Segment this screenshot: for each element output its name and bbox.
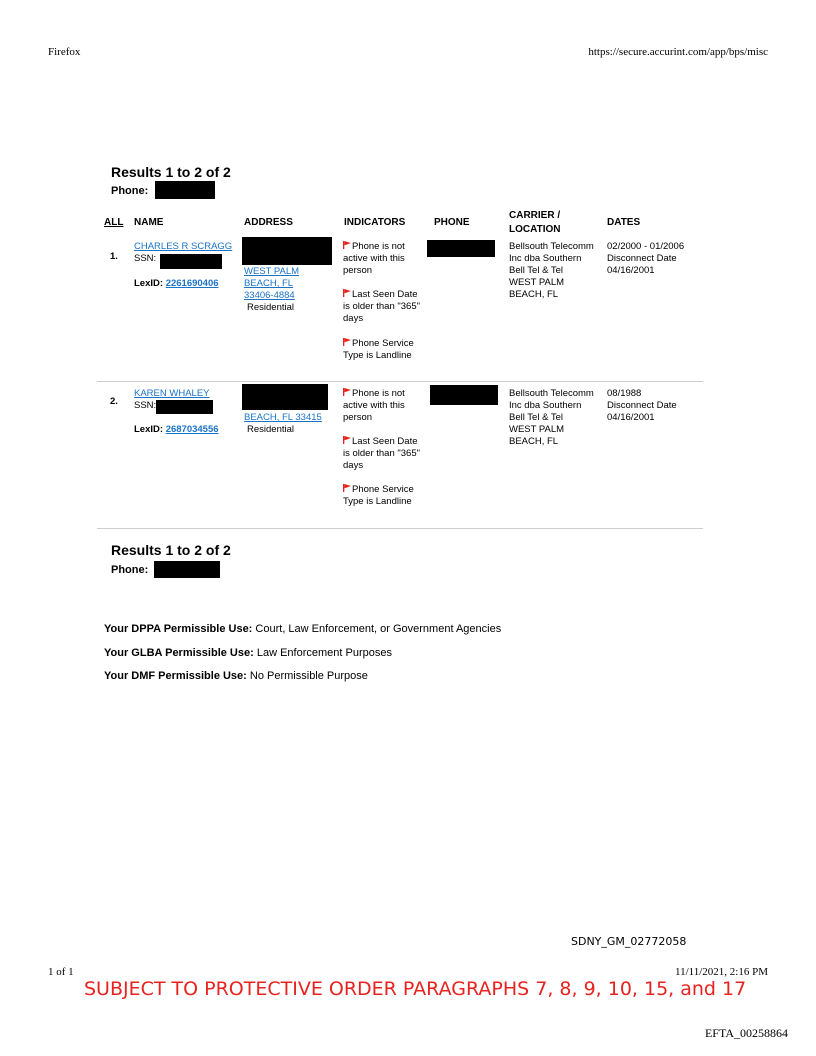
address-redaction [242,384,328,410]
carrier-line: Inc dba Southern [509,400,582,411]
date-line: 02/2000 - 01/2006 [607,241,685,252]
ssn-redaction [160,254,222,269]
indicator-text: person [343,265,373,276]
red-flag-icon [343,484,351,492]
indicator-text: Phone Service [352,338,414,349]
dmf-permissible-use [104,670,368,682]
row-number: 1. [110,251,118,262]
carrier-line: BEACH, FL [509,289,559,300]
header-dates: DATES [607,217,641,228]
red-flag-icon [343,388,351,396]
page-count: 1 of 1 [48,966,74,978]
carrier-location [509,388,594,448]
indicator-text: Last Seen Date [352,436,418,447]
glba-permissible-use [104,647,392,659]
indicator [343,436,420,472]
efta-number: EFTA_00258864 [704,1026,788,1040]
carrier-line: Bellsouth Telecomm [509,241,594,252]
red-flag-icon [343,436,351,444]
phone-redaction [155,181,215,199]
ssn-redaction [156,400,213,414]
indicator-text: days [343,313,364,324]
carrier-line: Inc dba Southern [509,253,582,264]
phone-number-redaction [427,240,495,257]
carrier-line: Bell Tel & Tel [509,265,564,276]
indicator-text: Type is Landline [343,350,412,361]
results-count-heading: Results 1 to 2 of 2 [111,542,231,558]
name-link[interactable]: KAREN WHALEY [134,388,210,399]
header-location: LOCATION [509,224,561,235]
indicator-text: Phone is not [352,241,405,252]
results-count-heading: Results 1 to 2 of 2 [111,164,231,180]
indicator [343,289,420,325]
phone-redaction [154,561,220,578]
lexid-label: LexID: [134,278,164,289]
carrier-line: BEACH, FL [509,436,559,447]
lexid [134,424,219,436]
date-line: 04/16/2001 [607,412,655,423]
indicator [343,338,414,362]
address-type: Residential [247,302,294,313]
use-value: Law Enforcement Purposes [256,647,392,659]
address-redaction [242,237,332,265]
address-type: Residential [247,424,294,435]
use-value: No Permissible Purpose [249,670,368,682]
indicator [343,241,405,277]
page-url: https://secure.accurint.com/app/bps/misc [588,46,768,58]
phone-label: Phone: [111,564,149,576]
protective-order-stamp: SUBJECT TO PROTECTIVE ORDER PARAGRAPHS 7, 8, 9, 10, 15, and 17 [84,978,747,1000]
header-name: NAME [134,217,164,228]
indicator-text: active with this [343,253,405,264]
date-line: 08/1988 [607,388,642,399]
ssn-label: SSN: [134,253,157,264]
indicator [343,388,405,424]
header-address: ADDRESS [244,217,293,228]
dates [607,388,677,424]
red-flag-icon [343,241,351,249]
address-line-2[interactable]: BEACH, FL [244,278,294,289]
row-number: 2. [110,396,118,407]
indicator-text: Phone Service [352,484,414,495]
dates [607,241,684,277]
header-indicators: INDICATORS [344,217,406,228]
print-datetime: 11/11/2021, 2:16 PM [674,966,768,978]
use-label: Your DMF Permissible Use: [104,670,247,682]
bates-number: SDNY_GM_02772058 [571,935,687,948]
lexid-link[interactable]: 2261690406 [165,278,219,289]
indicator [343,484,414,508]
lexid-link[interactable]: 2687034556 [165,424,219,435]
red-flag-icon [343,338,351,346]
dppa-permissible-use [104,623,501,635]
row-divider [97,381,703,382]
phone-number-redaction [430,385,498,405]
indicator-text: Last Seen Date [352,289,418,300]
indicator-text: is older than "365" [343,448,420,459]
ssn-label: SSN: [134,400,157,411]
lexid-label: LexID: [134,424,164,435]
carrier-location [509,241,594,301]
carrier-line: Bell Tel & Tel [509,412,564,423]
use-label: Your GLBA Permissible Use: [104,647,254,659]
date-line: Disconnect Date [607,253,677,264]
indicator-text: Type is Landline [343,496,412,507]
header-carrier: CARRIER / [509,210,561,221]
address-line-1[interactable]: WEST PALM [244,266,300,277]
carrier-line: WEST PALM [509,277,565,288]
address-line-3[interactable]: 33406-4884 [244,290,295,301]
indicator-text: days [343,460,364,471]
address-line-1[interactable]: BEACH, FL 33415 [244,412,322,423]
indicator-text: active with this [343,400,405,411]
use-value: Court, Law Enforcement, or Government Agencies [255,623,502,635]
indicator-text: Phone is not [352,388,405,399]
indicator-text: person [343,412,373,423]
row-divider [97,528,703,529]
phone-label: Phone: [111,185,149,197]
header-phone: PHONE [434,217,470,228]
use-label: Your DPPA Permissible Use: [104,623,253,635]
browser-name: Firefox [48,46,81,58]
carrier-line: WEST PALM [509,424,565,435]
indicator-text: is older than "365" [343,301,420,312]
select-all-link[interactable]: ALL [104,217,124,228]
red-flag-icon [343,289,351,297]
date-line: Disconnect Date [607,400,677,411]
lexid [134,278,219,290]
date-line: 04/16/2001 [607,265,655,276]
name-link[interactable]: CHARLES R SCRAGG [134,241,233,252]
carrier-line: Bellsouth Telecomm [509,388,594,399]
